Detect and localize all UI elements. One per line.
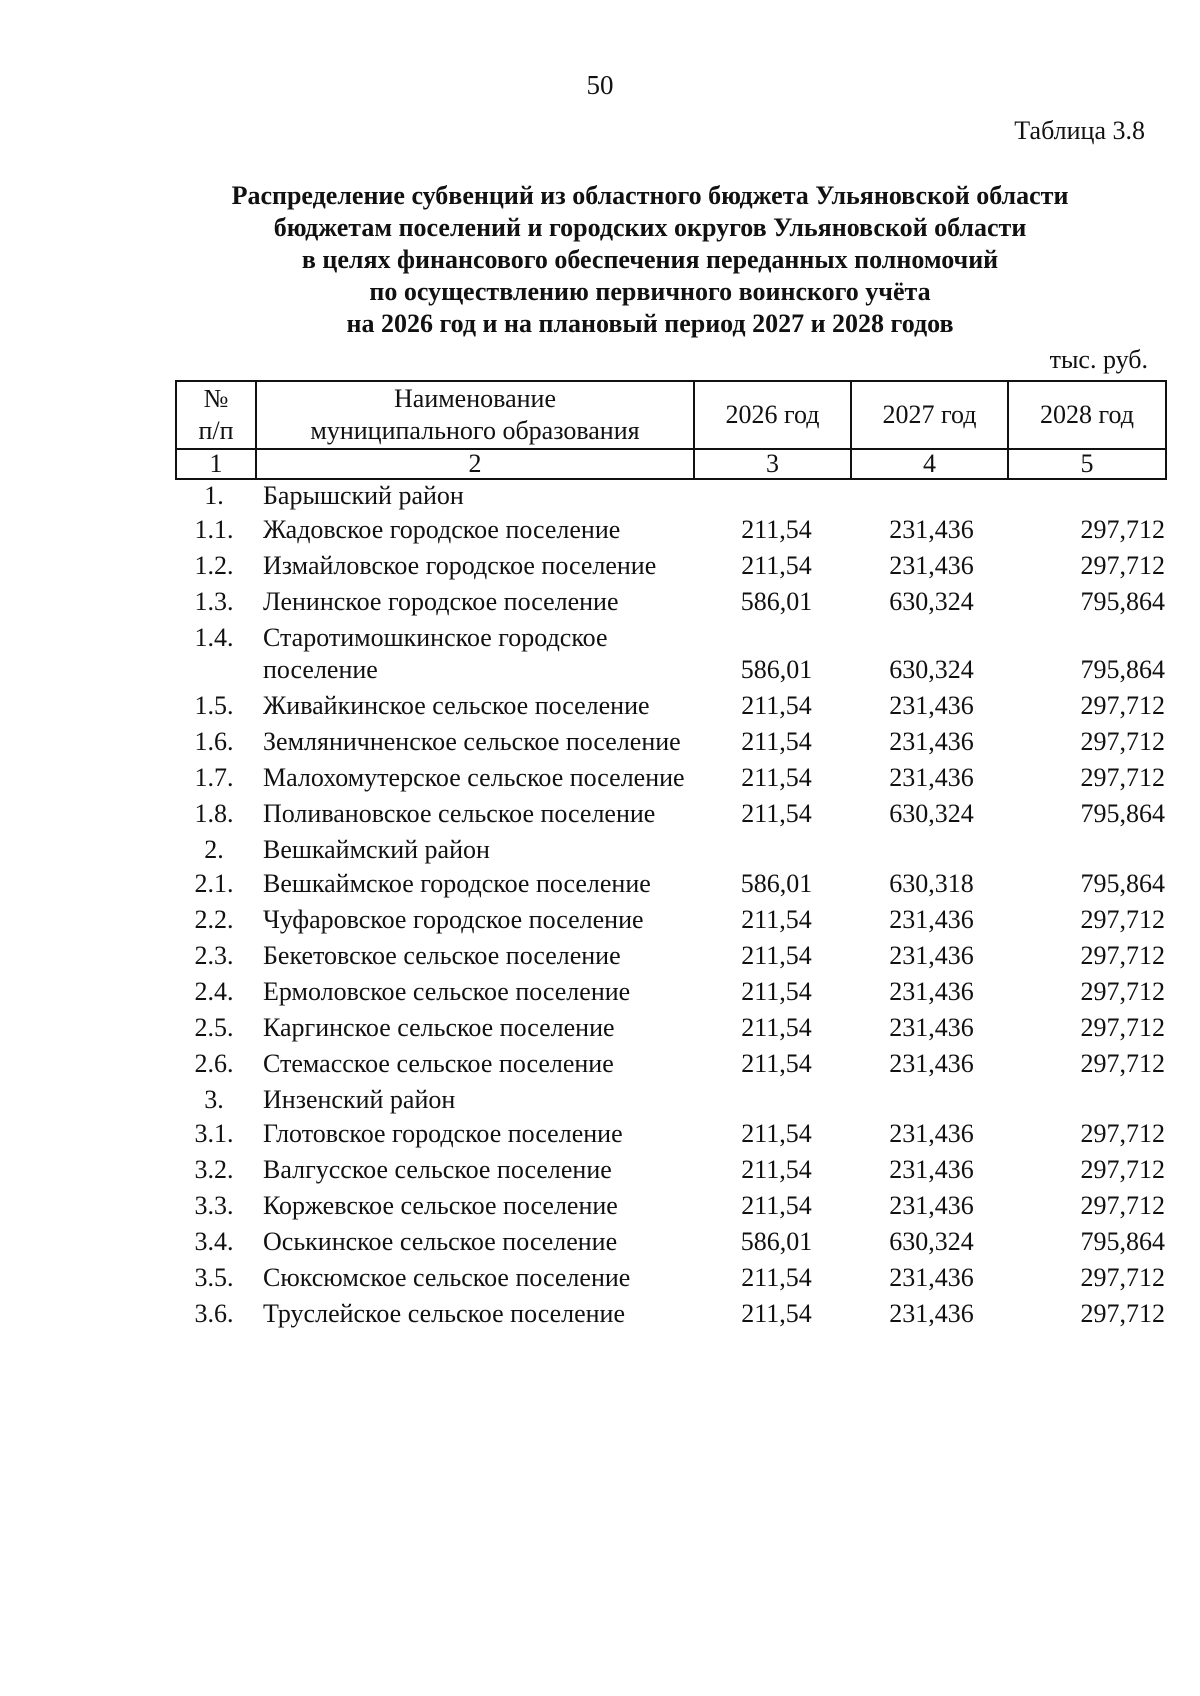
value-2027: 231,436 <box>889 1191 974 1220</box>
row-number: 1.3. <box>194 587 234 616</box>
row-number: 2.2. <box>194 905 234 934</box>
row-number: 2.3. <box>194 941 234 970</box>
table-row <box>175 1118 1195 1154</box>
header-num: № п/п <box>176 381 256 449</box>
value-2026: 211,54 <box>741 1191 812 1220</box>
value-2028: 297,712 <box>1080 691 1165 720</box>
value-2027: 231,436 <box>889 551 974 580</box>
row-name: Поливановское сельское поселение <box>263 799 656 828</box>
table-row <box>175 550 1195 586</box>
row-name: Стемасское сельское поселение <box>263 1049 614 1078</box>
row-number: 3.5. <box>194 1263 234 1292</box>
value-2027: 231,436 <box>889 941 974 970</box>
value-2027: 231,436 <box>889 1049 974 1078</box>
value-2026: 211,54 <box>741 1049 812 1078</box>
header-2026: 2026 год <box>694 381 851 449</box>
value-2026: 586,01 <box>740 587 813 616</box>
value-2027: 231,436 <box>889 1263 974 1292</box>
table-row <box>175 514 1195 550</box>
value-2027: 630,324 <box>889 655 974 684</box>
row-name: Малохомутерское сельское поселение <box>263 763 685 792</box>
value-2026 <box>699 834 854 868</box>
value-2026: 211,54 <box>741 515 812 544</box>
header-2028: 2028 год <box>1008 381 1166 449</box>
col-number: 3 <box>694 449 851 479</box>
value-2027: 231,436 <box>889 977 974 1006</box>
value-2027: 630,324 <box>889 1227 974 1256</box>
value-2028: 795,864 <box>1080 587 1165 616</box>
title-line: в целях финансового обеспечения переданных полномочий <box>301 245 999 274</box>
value-2026: 211,54 <box>741 799 812 828</box>
value-2027: 231,436 <box>889 905 974 934</box>
value-2026: 211,54 <box>741 1119 812 1148</box>
value-2028 <box>1009 480 1195 514</box>
row-name: Земляничненское сельское поселение <box>263 727 681 756</box>
col-number: 4 <box>851 449 1008 479</box>
value-2026: 211,54 <box>741 727 812 756</box>
title-line: на 2026 год и на плановый период 2027 и 2028 годов <box>346 309 954 338</box>
value-2026: 211,54 <box>741 977 812 1006</box>
value-2026: 211,54 <box>741 1263 812 1292</box>
table-row <box>175 904 1195 940</box>
value-2028: 297,712 <box>1080 1191 1165 1220</box>
row-number: 3. <box>204 1085 224 1114</box>
value-2028: 795,864 <box>1080 1227 1165 1256</box>
row-number: 1.4. <box>194 623 234 652</box>
value-2028: 795,864 <box>1080 655 1165 684</box>
table-row <box>175 1012 1195 1048</box>
value-2027: 231,436 <box>889 1155 974 1184</box>
table-body <box>175 480 1195 1334</box>
document-title <box>150 180 1150 340</box>
value-2027: 630,324 <box>889 799 974 828</box>
table-row <box>175 1226 1195 1262</box>
row-number: 1.7. <box>194 763 234 792</box>
value-2026: 211,54 <box>741 941 812 970</box>
value-2028: 297,712 <box>1080 763 1165 792</box>
district-row <box>175 834 1195 868</box>
table-row <box>175 1298 1195 1334</box>
value-2027: 231,436 <box>889 691 974 720</box>
value-2027: 231,436 <box>889 1013 974 1042</box>
table-header <box>175 380 1167 480</box>
row-number: 3.6. <box>194 1299 234 1328</box>
value-2026 <box>699 1084 854 1118</box>
value-2026: 211,54 <box>741 1299 812 1328</box>
row-name: Ленинское городское поселение <box>263 587 619 616</box>
row-name: Барышский район <box>263 481 464 510</box>
title-line: Распределение субвенций из областного бюджета Ульяновской области <box>231 181 1069 210</box>
table-row <box>175 762 1195 798</box>
value-2028: 297,712 <box>1080 727 1165 756</box>
table-row <box>175 1048 1195 1084</box>
row-name: Валгусское сельское поселение <box>263 1155 612 1184</box>
value-2026: 211,54 <box>741 551 812 580</box>
table-row <box>175 798 1195 834</box>
value-2027: 630,324 <box>889 587 974 616</box>
value-2028 <box>1009 834 1195 868</box>
header-name: Наименование муниципального образования <box>256 381 694 449</box>
value-2028: 297,712 <box>1080 1119 1165 1148</box>
value-2027 <box>854 480 1009 514</box>
row-name: Каргинское сельское поселение <box>263 1013 615 1042</box>
row-number: 3.2. <box>194 1155 234 1184</box>
value-2026: 211,54 <box>741 1155 812 1184</box>
title-line: бюджетам поселений и городских округов Ульяновской области <box>273 213 1027 242</box>
col-number: 1 <box>176 449 256 479</box>
value-2028: 297,712 <box>1080 1299 1165 1328</box>
row-name: Старотимошкинское городское поселение <box>263 623 608 684</box>
row-number: 3.1. <box>194 1119 234 1148</box>
row-name: Труслейское сельское поселение <box>263 1299 626 1328</box>
row-name: Чуфаровское городское поселение <box>263 905 644 934</box>
row-name: Живайкинское сельское поселение <box>263 691 650 720</box>
row-name: Измайловское городское поселение <box>263 551 657 580</box>
title-line: по осуществлению первичного воинского учёта <box>369 277 931 306</box>
district-row <box>175 480 1195 514</box>
value-2026: 586,01 <box>740 1227 813 1256</box>
row-number: 2.1. <box>194 869 234 898</box>
col-number: 2 <box>256 449 694 479</box>
value-2028 <box>1009 1084 1195 1118</box>
row-number: 1.2. <box>194 551 234 580</box>
value-2027: 231,436 <box>889 727 974 756</box>
value-2028: 297,712 <box>1080 551 1165 580</box>
table-row <box>175 976 1195 1012</box>
value-2028: 297,712 <box>1080 977 1165 1006</box>
row-name: Глотовское городское поселение <box>263 1119 623 1148</box>
table-row <box>175 726 1195 762</box>
value-2028: 297,712 <box>1080 1049 1165 1078</box>
row-number: 3.3. <box>194 1191 234 1220</box>
units-label: тыс. руб. <box>1049 345 1148 374</box>
row-name: Коржевское сельское поселение <box>263 1191 618 1220</box>
value-2026 <box>699 480 854 514</box>
value-2027: 231,436 <box>889 763 974 792</box>
value-2028: 297,712 <box>1080 941 1165 970</box>
row-number: 2.5. <box>194 1013 234 1042</box>
table-row <box>175 690 1195 726</box>
row-name: Ермоловское сельское поселение <box>263 977 631 1006</box>
value-2026: 586,01 <box>740 869 813 898</box>
value-2027: 231,436 <box>889 515 974 544</box>
row-name: Оськинское сельское поселение <box>263 1227 618 1256</box>
value-2027 <box>854 834 1009 868</box>
row-name: Бекетовское сельское поселение <box>263 941 621 970</box>
row-name: Вешкаймское городское поселение <box>263 869 651 898</box>
table-label: Таблица 3.8 <box>1014 116 1145 145</box>
table-row <box>175 1154 1195 1190</box>
table-row <box>175 940 1195 976</box>
table-row <box>175 586 1195 622</box>
table-row <box>175 868 1195 904</box>
row-number: 2.4. <box>194 977 234 1006</box>
value-2026: 211,54 <box>741 1013 812 1042</box>
value-2026: 211,54 <box>741 691 812 720</box>
value-2027: 231,436 <box>889 1299 974 1328</box>
row-name: Вешкаймский район <box>263 835 490 864</box>
value-2028: 297,712 <box>1080 1155 1165 1184</box>
row-number: 1.8. <box>194 799 234 828</box>
row-number: 1.6. <box>194 727 234 756</box>
row-number: 1. <box>204 481 224 510</box>
value-2026: 211,54 <box>741 905 812 934</box>
row-number: 1.1. <box>194 515 234 544</box>
row-name: Инзенский район <box>263 1085 456 1114</box>
row-number: 1.5. <box>194 691 234 720</box>
row-name: Жадовское городское поселение <box>263 515 621 544</box>
table-row <box>175 1262 1195 1298</box>
header-2027: 2027 год <box>851 381 1008 449</box>
col-number: 5 <box>1008 449 1166 479</box>
table-row <box>175 1190 1195 1226</box>
value-2028: 795,864 <box>1080 869 1165 898</box>
row-number: 2.6. <box>194 1049 234 1078</box>
value-2028: 795,864 <box>1080 799 1165 828</box>
row-number: 2. <box>204 835 224 864</box>
row-number: 3.4. <box>194 1227 234 1256</box>
value-2028: 297,712 <box>1080 515 1165 544</box>
value-2027: 231,436 <box>889 1119 974 1148</box>
page-number: 50 <box>586 70 614 100</box>
table-row <box>175 622 1195 690</box>
value-2026: 586,01 <box>740 655 813 684</box>
district-row <box>175 1084 1195 1118</box>
value-2028: 297,712 <box>1080 1263 1165 1292</box>
value-2028: 297,712 <box>1080 1013 1165 1042</box>
row-name: Сюксюмское сельское поселение <box>263 1263 631 1292</box>
value-2027 <box>854 1084 1009 1118</box>
value-2026: 211,54 <box>741 763 812 792</box>
value-2028: 297,712 <box>1080 905 1165 934</box>
value-2027: 630,318 <box>889 869 974 898</box>
